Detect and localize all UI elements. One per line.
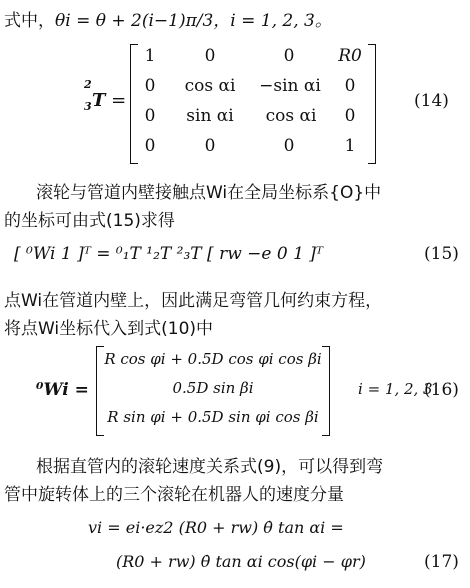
eq14-r0c3: R0 <box>338 46 362 66</box>
equation-16 <box>0 346 470 438</box>
eq14-r2c1: sin αi <box>186 106 234 126</box>
para1-line <box>4 6 332 31</box>
eq14-r1c0: 0 <box>144 76 156 96</box>
para4-line1: 根据直管内的滚轮速度关系式(9)，可以得到弯 <box>36 457 384 477</box>
eq14-number: (14) <box>414 91 449 111</box>
eq14-r3c1: 0 <box>204 136 216 156</box>
eq16-number: (16) <box>424 380 459 400</box>
eq14-r1c1: cos αi <box>184 76 236 96</box>
para3-line1: 点Wi在管道内壁上，因此满足弯管几何约束方程， <box>4 291 383 311</box>
eq14-left-bracket <box>130 44 138 164</box>
eq16-condition: i = 1, 2, 3 <box>358 380 433 398</box>
eq17-line1: vi = ei·ez2 (R0 + rw) θ̇ tan αi = <box>88 518 344 537</box>
eq14-r3c3: 1 <box>344 136 356 156</box>
eq17-line2: (R0 + rw) θ̇ tan αi cos(φi − φr) <box>116 552 366 571</box>
eq14-r3c0: 0 <box>144 136 156 156</box>
eq14-r2c0: 0 <box>144 106 156 126</box>
eq14-r3c2: 0 <box>283 136 295 156</box>
eq14-r1c2: −sin αi <box>259 76 321 96</box>
eq14-r1c3: 0 <box>344 76 356 96</box>
eq14-r2c2: cos αi <box>265 106 317 126</box>
eq14-r0c1: 0 <box>204 46 216 66</box>
eq15-rhs: = ⁰₁T ¹₂T ²₃T [ rw −e 0 1 ]ᵀ <box>96 244 324 264</box>
para1-formula: θi = θ + 2(i−1)π/3，i = 1, 2, 3。 <box>55 11 332 31</box>
eq14-lhs: 2 3 T = <box>84 78 127 113</box>
eq14-r0c2: 0 <box>283 46 295 66</box>
equation-14 <box>0 44 470 164</box>
eq14-r2c3: 0 <box>344 106 356 126</box>
eq14-r0c0: 1 <box>144 46 156 66</box>
para2-line2: 的坐标可由式(15)求得 <box>4 211 175 231</box>
eq16-left-bracket <box>96 346 104 436</box>
para3-line2: 将点Wi坐标代入到式(10)中 <box>4 319 214 339</box>
eq16-lhs: ⁰Wi = <box>36 380 89 400</box>
equation-15 <box>14 244 323 264</box>
eq16-right-bracket <box>322 346 330 436</box>
eq14-lhs-sup: 2 <box>84 78 92 91</box>
eq16-row1: R cos φi + 0.5D cos φi cos βi <box>104 350 322 368</box>
eq14-lhs-symbol: T <box>92 90 106 111</box>
eq17-number: (17) <box>424 552 459 572</box>
para2-line1: 滚轮与管道内壁接触点Wi在全局坐标系{O}中 <box>36 183 382 203</box>
eq14-lhs-sub: 3 <box>84 100 92 113</box>
eq15-number: (15) <box>424 244 459 264</box>
eq16-row3: R sin φi + 0.5D sin φi cos βi <box>107 408 319 426</box>
eq15-lhs: [ ⁰Wi 1 ]ᵀ <box>14 244 91 264</box>
eq16-row2: 0.5D sin βi <box>172 379 254 397</box>
para1-prefix: 式中， <box>4 11 55 31</box>
para4-line2: 管中旋转体上的三个滚轮在机器人的速度分量 <box>4 485 344 505</box>
